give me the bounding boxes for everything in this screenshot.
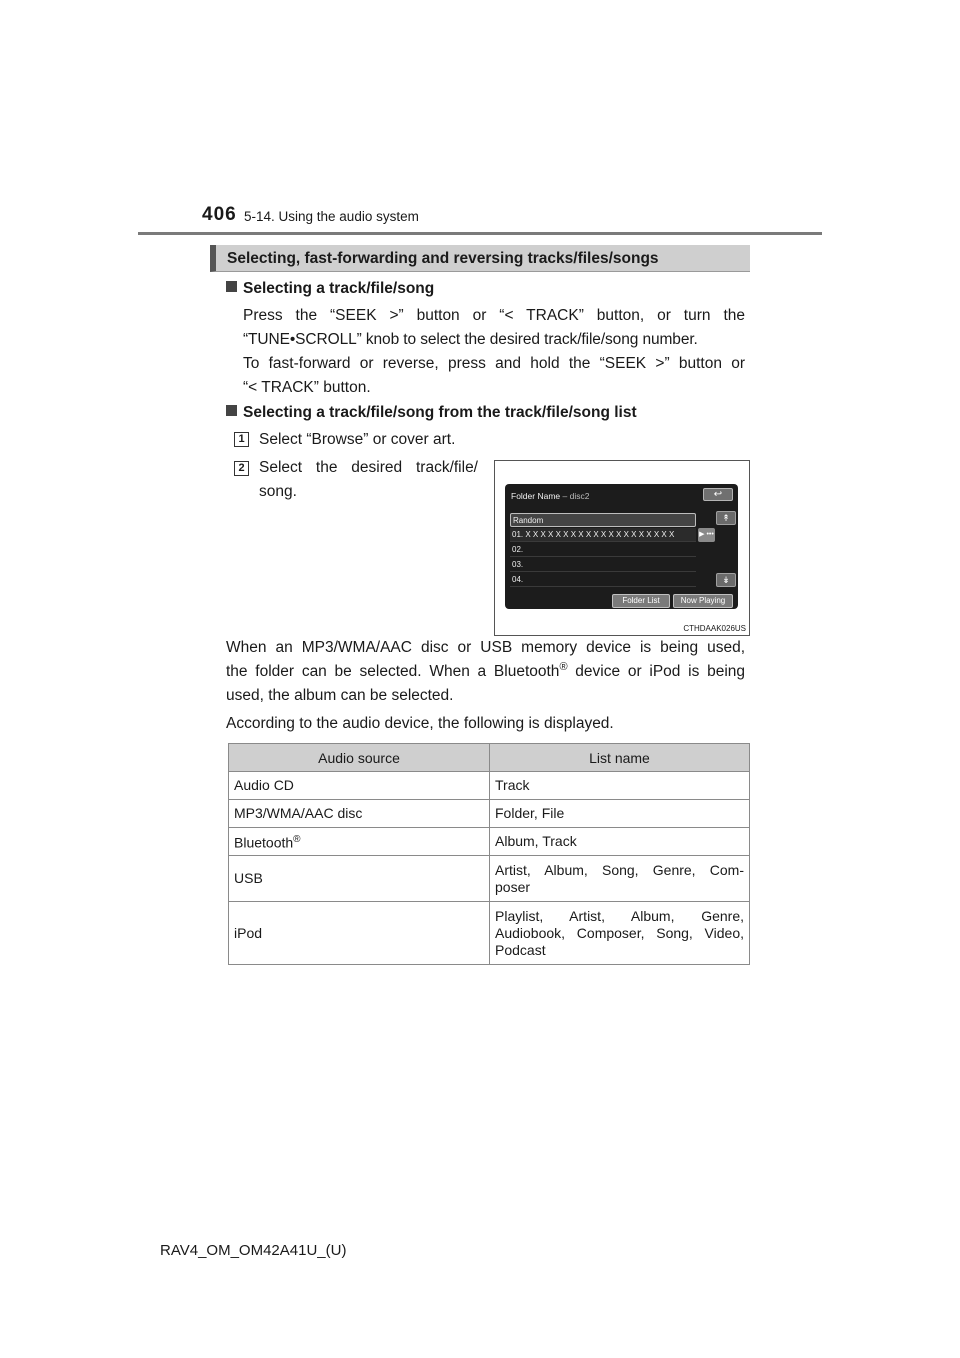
list-name-cell xyxy=(490,902,750,965)
list-name-cell: Folder, File xyxy=(490,800,750,828)
paragraph-line: To fast-forward or reverse, press and hold the “SEEK >” button or xyxy=(243,355,745,372)
sub-heading-text: Selecting a track/file/song xyxy=(243,280,435,297)
cell-line: Artist, Album, Song, Genre, Com- xyxy=(495,861,744,878)
paragraph-line: song. xyxy=(259,483,297,500)
paragraph-line: “< TRACK” button. xyxy=(243,379,371,396)
table-row xyxy=(229,856,750,902)
track-row-03[interactable]: 03. xyxy=(510,558,696,572)
random-row[interactable]: Random xyxy=(510,513,696,527)
sub-heading-select-track xyxy=(226,280,434,298)
paragraph-line: According to the audio device, the following is displayed. xyxy=(226,715,614,732)
column-header: Audio source xyxy=(229,744,490,772)
figure-code: CTHDAAK026US xyxy=(683,624,746,633)
section-heading xyxy=(210,245,750,272)
column-header: List name xyxy=(490,744,750,772)
table-row xyxy=(229,902,750,965)
cell-line: poser xyxy=(495,878,531,895)
section-label: 5-14. Using the audio system xyxy=(244,209,419,224)
cell-text: Bluetooth xyxy=(234,834,294,851)
audio-source-cell xyxy=(229,828,490,856)
now-playing-button[interactable]: Now Playing xyxy=(673,594,733,608)
text-segment: the folder can be selected. When a Bluetooth xyxy=(226,663,560,680)
folder-name-label: Folder Name xyxy=(511,491,561,501)
folder-list-button[interactable]: Folder List xyxy=(612,594,670,608)
body-paragraph xyxy=(226,636,745,736)
table-row xyxy=(229,772,750,800)
table-header-row xyxy=(229,744,750,772)
track-row-04[interactable]: 04. xyxy=(510,573,696,587)
screen-title xyxy=(511,491,589,501)
paragraph-line: Press the “SEEK >” button or “< TRACK” button, or turn the xyxy=(243,307,745,324)
audio-source-cell: MP3/WMA/AAC disc xyxy=(229,800,490,828)
paragraph-line: “TUNE•SCROLL” knob to select the desired track/file/song number. xyxy=(243,331,698,348)
registered-mark: ® xyxy=(293,834,301,846)
text-segment: device or iPod is being xyxy=(567,663,746,680)
track-row-01[interactable]: 01. X X X X X X X X X X X X X X X X X X X X xyxy=(510,528,696,542)
scroll-down-icon[interactable]: ↡ xyxy=(716,573,736,587)
section-heading-text: Selecting, fast-forwarding and reversing tracks/files/songs xyxy=(227,250,659,267)
cell-line: Playlist, Artist, Album, Genre, xyxy=(495,907,744,924)
audio-source-cell: iPod xyxy=(229,902,490,965)
paragraph-line xyxy=(226,660,745,684)
sub-heading-text: Selecting a track/file/song from the track/file/song list xyxy=(243,404,637,421)
back-icon[interactable]: ↩ xyxy=(703,488,733,501)
paragraph-seek xyxy=(243,304,745,352)
paragraph-fast-forward xyxy=(243,352,745,400)
square-bullet-icon xyxy=(226,405,237,416)
display-screen xyxy=(505,484,738,609)
list-name-cell: Track xyxy=(490,772,750,800)
list-name-cell xyxy=(490,856,750,902)
audio-source-table xyxy=(228,743,750,965)
paragraph-line: used, the album can be selected. xyxy=(226,687,454,704)
table-row xyxy=(229,828,750,856)
paragraph-line: Select the desired track/file/ xyxy=(259,459,478,476)
audio-source-cell: Audio CD xyxy=(229,772,490,800)
page-number: 406 xyxy=(202,204,237,225)
step-number-2: 2 xyxy=(234,461,249,476)
scroll-up-icon[interactable]: ↟ xyxy=(716,511,736,525)
header-rule xyxy=(138,232,822,235)
registered-mark: ® xyxy=(559,660,568,673)
track-row-02[interactable]: 02. xyxy=(510,543,696,557)
table-row xyxy=(229,800,750,828)
list-name-cell: Album, Track xyxy=(490,828,750,856)
step-number-1: 1 xyxy=(234,432,249,447)
paragraph-line: When an MP3/WMA/AAC disc or USB memory device is being used, xyxy=(226,639,745,656)
cell-line: Podcast xyxy=(495,941,546,958)
step-2-text xyxy=(259,456,478,504)
step-1-text: Select “Browse” or cover art. xyxy=(259,431,456,448)
footer-code: RAV4_OM_OM42A41U_(U) xyxy=(160,1242,347,1259)
screen-figure xyxy=(494,460,750,636)
play-icon[interactable]: ▶ ••• xyxy=(698,528,715,542)
cell-line: Audiobook, Composer, Song, Video, xyxy=(495,924,744,941)
square-bullet-icon xyxy=(226,281,237,292)
folder-name-value: – disc2 xyxy=(562,491,590,501)
audio-source-cell: USB xyxy=(229,856,490,902)
sub-heading-select-from-list xyxy=(226,404,637,422)
